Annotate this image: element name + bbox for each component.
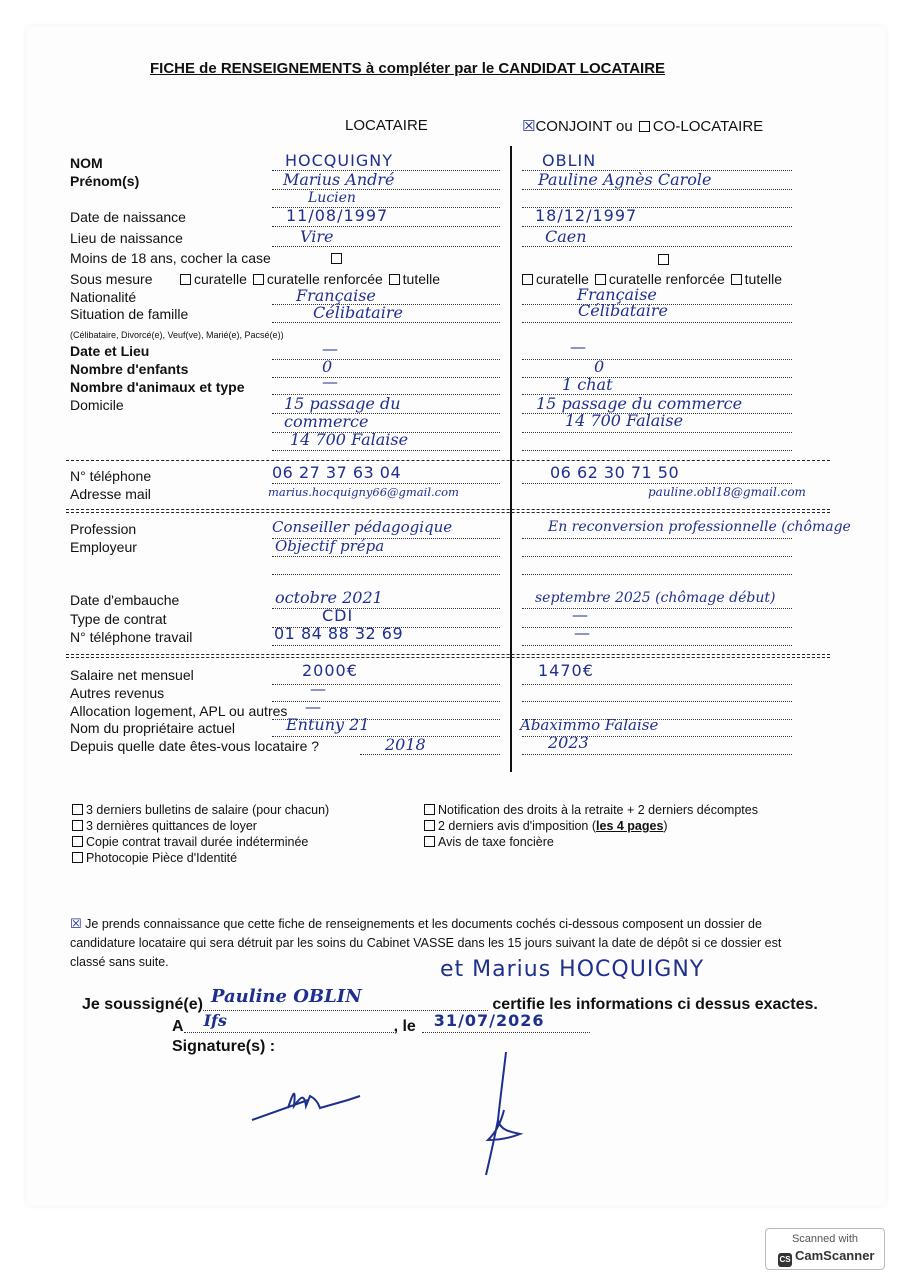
conjoint-salaire-value: 1470€: [538, 661, 594, 680]
sous-mesure-options-locataire: curatelle curatelle renforcée tutelle: [178, 271, 440, 287]
conjoint-depuis-value: 2023: [548, 733, 589, 752]
conjoint-label: CONJOINT ou: [535, 118, 633, 135]
conjoint-domicile1-value: 15 passage du commerce: [536, 394, 743, 413]
conjoint-telephone-value: 06 62 30 71 50: [550, 463, 680, 482]
conjoint-situation-value: Célibataire: [578, 301, 668, 320]
locataire-mail-value: marius.hocquigny66@gmail.com: [268, 485, 459, 499]
doc-checkbox: [424, 836, 435, 847]
moins18-checkbox-conjoint: [658, 254, 669, 265]
conjoint-nom-value: OBLIN: [542, 151, 597, 170]
locataire-domicile3-value: 14 700 Falaise: [290, 430, 409, 449]
label-proprietaire: Nom du propriétaire actuel: [70, 720, 235, 736]
locataire-situation-value: Célibataire: [313, 303, 403, 322]
signature-declaration: Je soussigné(e) Pauline OBLIN certifie les informations ci dessus exactes.: [82, 986, 818, 1013]
locataire-date-naissance-value: 11/08/1997: [286, 206, 389, 225]
sous-mesure-options-conjoint: curatelle curatelle renforcée tutelle: [520, 271, 782, 287]
label-situation: Situation de famille: [70, 306, 189, 322]
moins18-checkbox-locataire: [331, 253, 342, 264]
colocataire-label: CO-LOCATAIRE: [652, 118, 764, 135]
section-separator: [66, 512, 830, 513]
doc-item-bulletins: 3 derniers bulletins de salaire (pour chacun): [70, 803, 329, 817]
label-type-contrat: Type de contrat: [70, 611, 167, 627]
label-telephone: N° téléphone: [70, 468, 152, 484]
form-title: FICHE de RENSEIGNEMENTS à compléter par le CANDIDAT LOCATAIRE: [150, 60, 666, 77]
locataire-domicile2-value: commerce: [284, 412, 369, 431]
column-header-locataire: LOCATAIRE: [345, 117, 428, 134]
doc-checkbox: [72, 852, 83, 863]
label-lieu-naissance: Lieu de naissance: [70, 230, 183, 246]
conjoint-domicile2-value: 14 700 Falaise: [565, 411, 684, 430]
signature-pauline: [248, 1078, 368, 1128]
locataire-telephone-value: 06 27 37 63 04: [272, 463, 402, 482]
section-separator: [66, 654, 830, 655]
locataire-autres-revenus-value: —: [310, 679, 326, 698]
conjoint-nb-enfants-value: 0: [594, 357, 605, 376]
label-autres-revenus: Autres revenus: [70, 685, 165, 701]
locataire-date-embauche-value: octobre 2021: [275, 588, 383, 607]
camscanner-logo: CS CamScanner: [778, 1248, 874, 1267]
doc-checkbox: [72, 820, 83, 831]
doc-checkbox: [72, 836, 83, 847]
conjoint-date-lieu-value: —: [570, 337, 586, 356]
label-domicile: Domicile: [70, 397, 124, 413]
signature-marius: [470, 1050, 530, 1180]
locataire-lieu-naissance-value: Vire: [300, 227, 334, 246]
doc-item-quittances: 3 dernières quittances de loyer: [70, 819, 257, 833]
doc-item-contrat: Copie contrat travail durée indéterminée: [70, 835, 308, 849]
locataire-prenom2-value: Lucien: [308, 190, 356, 206]
column-divider: [510, 146, 512, 772]
locataire-profession-value: Conseiller pédagogique: [272, 518, 453, 536]
date-value: 31/07/2026: [433, 1011, 545, 1030]
doc-item-retraite: Notification des droits à la retraite + 2 derniers décomptes: [422, 803, 758, 817]
signatures-label: Signature(s) :: [172, 1038, 276, 1055]
locataire-prenom-value: Marius André: [283, 170, 395, 189]
label-nb-enfants: Nombre d'enfants: [70, 361, 189, 377]
place-value: Ifs: [203, 1011, 227, 1030]
curatelle-renforcee-checkbox: [595, 274, 606, 285]
label-sous-mesure: Sous mesure: [70, 271, 153, 287]
label-date-naissance: Date de naissance: [70, 209, 186, 225]
locataire-tel-travail-value: 01 84 88 32 69: [274, 624, 404, 643]
locataire-domicile1-value: 15 passage du: [284, 394, 401, 413]
scanned-with-text: Scanned with: [791, 1233, 859, 1245]
locataire-depuis-value: 2018: [385, 735, 426, 754]
conjoint-date-naissance-value: 18/12/1997: [535, 206, 638, 225]
doc-item-piece-identite: Photocopie Pièce d'Identité: [70, 851, 237, 865]
tutelle-checkbox: [731, 274, 742, 285]
doc-item-taxe-fonciere: Avis de taxe foncière: [422, 835, 554, 849]
locataire-type-contrat-value: CDI: [322, 606, 354, 625]
locataire-allocation-value: —: [305, 697, 321, 716]
section-separator: [66, 509, 830, 510]
curatelle-renforcee-checkbox: [253, 274, 264, 285]
tutelle-checkbox: [389, 274, 400, 285]
locataire-nb-enfants-value: 0: [322, 357, 333, 376]
conjoint-profession-value: En reconversion professionnelle (chômage: [548, 519, 851, 535]
label-salaire: Salaire net mensuel: [70, 667, 194, 683]
added-names-handwritten: et Marius HOCQUIGNY: [440, 957, 705, 982]
label-profession: Profession: [70, 521, 137, 537]
doc-checkbox: [424, 804, 435, 815]
label-date-embauche: Date d'embauche: [70, 592, 180, 608]
conjoint-mail-value: pauline.obl18@gmail.com: [648, 485, 806, 499]
label-employeur: Employeur: [70, 539, 137, 555]
label-nom: NOM: [70, 155, 103, 171]
conjoint-nb-animaux-value: 1 chat: [562, 375, 613, 394]
label-mail: Adresse mail: [70, 486, 151, 502]
section-separator: [66, 460, 830, 461]
camscanner-icon: CS: [778, 1253, 792, 1267]
label-prenom: Prénom(s): [70, 173, 140, 189]
conjoint-nationalite-value: Française: [577, 285, 657, 304]
doc-checkbox: [72, 804, 83, 815]
column-header-conjoint: [522, 117, 763, 135]
label-depuis: Depuis quelle date êtes-vous locataire ?: [70, 738, 320, 754]
conjoint-proprietaire-value: Abaximmo Falaise: [520, 716, 659, 734]
locataire-date-lieu-value: —: [322, 339, 338, 358]
locataire-proprietaire-value: Entuny 21: [286, 715, 370, 734]
label-allocation: Allocation logement, APL ou autres: [70, 703, 288, 719]
label-situation-note: (Célibataire, Divorcé(e), Veuf(ve), Marié(e), Pacsé(e)): [70, 330, 284, 340]
label-moins-18: Moins de 18 ans, cocher la case: [70, 250, 345, 266]
consent-checkbox-checked: ☒: [70, 917, 82, 932]
locataire-salaire-value: 2000€: [302, 661, 358, 680]
curatelle-checkbox: [522, 274, 533, 285]
locataire-nb-animaux-value: —: [322, 372, 338, 391]
label-date-lieu: Date et Lieu: [70, 343, 150, 359]
camscanner-badge: [765, 1228, 885, 1270]
signer-name-value: Pauline OBLIN: [210, 986, 362, 1007]
locataire-employeur-value: Objectif prépa: [275, 537, 385, 555]
conjoint-tel-travail-value: —: [574, 623, 590, 642]
doc-checkbox: [424, 820, 435, 831]
conjoint-type-contrat-value: —: [572, 605, 588, 624]
colocataire-checkbox: [639, 121, 650, 132]
doc-item-imposition: 2 derniers avis d'imposition (les 4 pages): [422, 819, 668, 833]
signature-place-date: A Ifs , le 31/07/2026: [172, 1018, 590, 1036]
label-nationalite: Nationalité: [70, 289, 137, 305]
conjoint-date-embauche-value: septembre 2025 (chômage début): [535, 590, 776, 606]
label-tel-travail: N° téléphone travail: [70, 629, 193, 645]
conjoint-prenom-value: Pauline Agnès Carole: [538, 170, 712, 189]
locataire-nom-value: HOCQUIGNY: [285, 151, 393, 170]
section-separator: [66, 657, 830, 658]
locataire-nationalite-value: Française: [296, 286, 376, 305]
curatelle-checkbox: [180, 274, 191, 285]
consent-text: Je prends connaissance que cette fiche de renseignements et les documents cochés ci-dessous composent un dossier de candidature locataire qui sera détruit par les soins du Cabinet VASSE dans les 15 jours suivant la date de dépôt si ce dossier est classé sans suite.: [70, 917, 782, 969]
conjoint-lieu-naissance-value: Caen: [545, 227, 587, 246]
label-nb-animaux: Nombre d'animaux et type: [70, 379, 245, 395]
conjoint-checkbox-checked: ☒: [522, 117, 536, 135]
